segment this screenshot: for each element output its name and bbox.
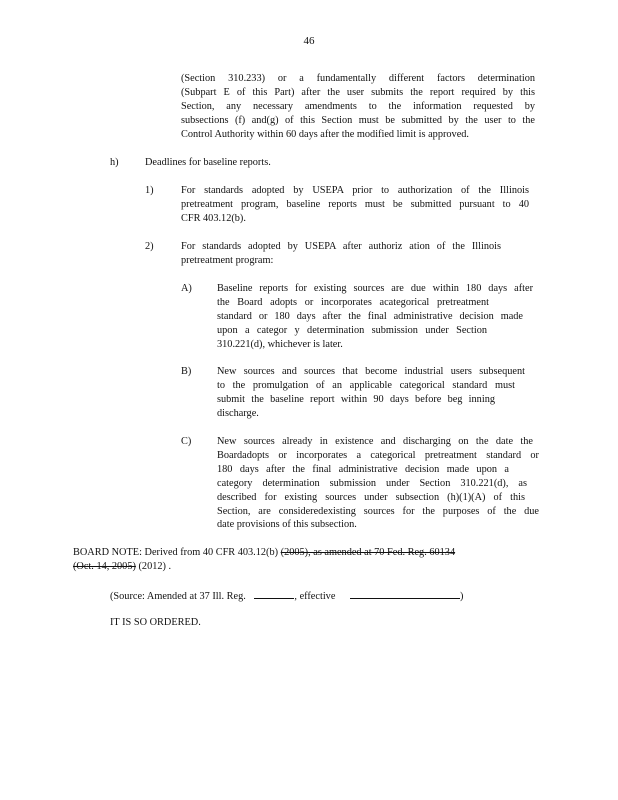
section-h-heading: Deadlines for baseline reports. bbox=[145, 157, 271, 168]
item-1-paragraph bbox=[181, 184, 529, 226]
item-A-marker: A) bbox=[181, 283, 192, 294]
source-line bbox=[110, 588, 463, 604]
item-C-paragraph bbox=[217, 435, 539, 532]
board-note-suffix: (2012) . bbox=[138, 561, 172, 572]
intro-line: (Subpart E of this Part) after the user submits the report required by this bbox=[181, 86, 535, 98]
item-C-line: 180 days after the final administrative decision made upon a bbox=[217, 463, 509, 475]
board-note-line-2 bbox=[73, 560, 171, 574]
item-B-line: New sources and sources that become industrial users subsequent bbox=[217, 366, 525, 377]
item-B-marker: B) bbox=[181, 366, 192, 377]
intro-line: Section, any necessary amendments to the information requested by bbox=[181, 100, 535, 112]
item-B-paragraph bbox=[217, 365, 525, 421]
item-B-line: discharge. bbox=[217, 407, 259, 419]
intro-line: (Section 310.233) or a fundamentally different factors determination bbox=[181, 73, 535, 84]
item-1-marker: 1) bbox=[145, 185, 154, 196]
board-note-line-1 bbox=[73, 546, 455, 560]
item-C-marker: C) bbox=[181, 436, 192, 447]
item-B-line: submit the baseline report within 90 days before beg inning bbox=[217, 393, 495, 405]
item-A-line: standard or 180 days after the final administrative decision made bbox=[217, 310, 523, 322]
intro-line: Control Authority within 60 days after the modified limit is approved. bbox=[181, 128, 469, 140]
item-A-line: the Board adopts or incorporates acategorical pretreatment bbox=[217, 296, 489, 308]
source-prefix: (Source: Amended at 37 Ill. Reg. bbox=[110, 591, 246, 602]
page-number: 46 bbox=[303, 35, 315, 47]
item-A-paragraph bbox=[217, 282, 533, 352]
source-middle: , effective bbox=[294, 591, 336, 602]
item-2-line: For standards adopted by USEPA after authoriz ation of the Illinois bbox=[181, 241, 501, 252]
item-C-line: described for existing sources under subsection (h)(1)(A) of this bbox=[217, 491, 525, 503]
item-1-line: CFR 403.12(b). bbox=[181, 212, 246, 224]
item-1-line: For standards adopted by USEPA prior to authorization of the Illinois bbox=[181, 185, 529, 196]
item-A-line: 310.221(d), whichever is later. bbox=[217, 338, 343, 350]
board-note-prefix: BOARD NOTE: Derived from 40 CFR 403.12(b) bbox=[73, 547, 279, 558]
item-2-paragraph bbox=[181, 240, 501, 268]
item-B-line: to the promulgation of an applicable categorical standard must bbox=[217, 379, 515, 391]
register-page-blank bbox=[254, 588, 294, 599]
item-2-marker: 2) bbox=[145, 241, 154, 252]
source-suffix: ) bbox=[459, 591, 464, 602]
item-C-line: category determination submission under Section 310.221(d), as bbox=[217, 477, 527, 489]
section-h-marker: h) bbox=[110, 157, 119, 168]
item-C-line: New sources already in existence and discharging on the date the bbox=[217, 436, 533, 447]
item-1-line: pretreatment program, baseline reports must be submitted pursuant to 40 bbox=[181, 198, 529, 210]
item-A-line: Baseline reports for existing sources are due within 180 days after bbox=[217, 283, 533, 294]
board-note-struck-text: (2005), as amended at 70 Fed. Reg. 60134 bbox=[280, 547, 456, 558]
item-C-line: date provisions of this subsection. bbox=[217, 519, 357, 531]
item-2-line: pretreatment program: bbox=[181, 254, 274, 266]
effective-date-blank bbox=[350, 588, 460, 599]
intro-line: subsections (f) and(g) of this Section must be submitted by the user to the bbox=[181, 114, 535, 126]
item-A-line: upon a categor y determination submission under Section bbox=[217, 324, 487, 336]
board-note-struck-text: (Oct. 14, 2005) bbox=[73, 561, 136, 572]
item-C-line: Boardadopts or incorporates a categorical pretreatment standard or bbox=[217, 449, 539, 461]
item-C-line: Section, are consideredexisting sources for the purposes of the due bbox=[217, 505, 539, 517]
order-statement: IT IS SO ORDERED. bbox=[110, 617, 201, 628]
intro-paragraph bbox=[181, 72, 535, 142]
